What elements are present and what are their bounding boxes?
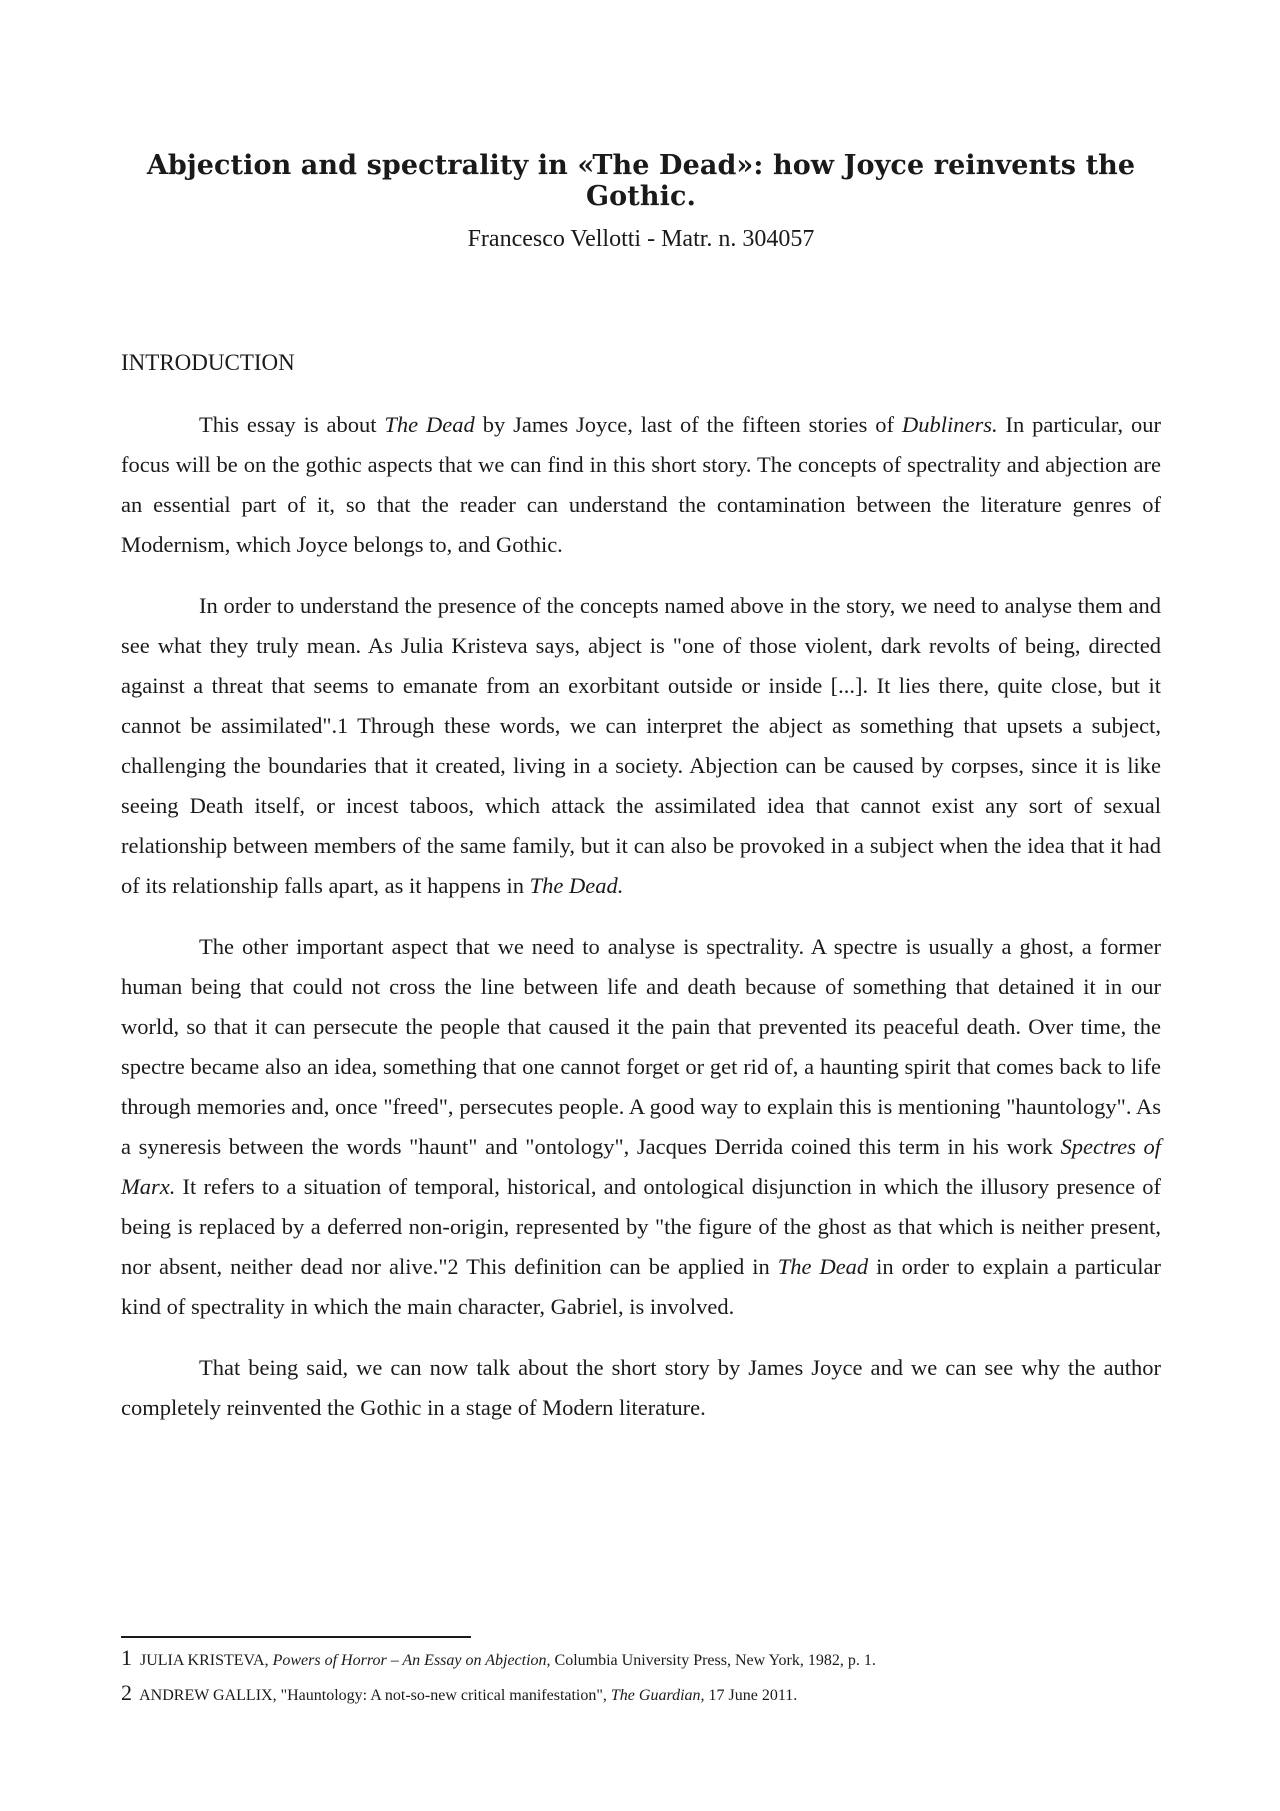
footnote-reference-2[interactable]: 2 (447, 1254, 459, 1279)
footnote-reference-1[interactable]: 1 (337, 713, 349, 738)
paragraph-4 (121, 1348, 1161, 1428)
paragraph-text: Through these words, we can interpret the abject as something that upsets a subject, challenging the boundaries that it created, living in a society. Abjection can be caused by corpses, since it is like seeing Death itself, or incest taboos, which attack the assimilated idea that cannot exist any sort of sexual relationship between members of the same family, but it can also be provoked in a subject when the idea that it had of its relationship falls apart, as it happens in (121, 713, 1161, 898)
footnote-text: Columbia University Press, New York, 1982, p. 1. (550, 1652, 876, 1669)
document-page (121, 0, 1161, 1811)
paragraph-text: The other important aspect that we need to analyse is spectrality. A spectre is usually a ghost, a former human being that could not cross the line between life and death because of something that detained it in our world, so that it can persecute the people that caused it the pain that prevented its peaceful death. Over time, the spectre became also an idea, something that one cannot forget or get rid of, a haunting spirit that comes back to life through memories and, once "freed", persecutes people. A good way to explain this is mentioning "hauntology". As a syneresis between the words "haunt" and "ontology", Jacques Derrida coined this term in his work (121, 934, 1161, 1159)
footnotes-section (121, 1636, 1161, 1712)
paragraph-text: This essay is about (199, 412, 385, 437)
italic-title-the-dead: The Dead. (529, 873, 624, 898)
paragraph-text: in order to explain a particular kind of spectrality in which the main character, Gabriel, is involved. (121, 1254, 1161, 1319)
paragraph-text: by James Joyce, last of the fifteen stories of (474, 412, 902, 437)
document-body (121, 405, 1161, 1428)
footnote-text: 17 June 2011. (704, 1687, 798, 1704)
footnote-number: 2 (121, 1680, 132, 1705)
italic-title-dubliners: Dubliners. (901, 412, 998, 437)
paragraph-1 (121, 405, 1161, 565)
footnote-2 (121, 1677, 1161, 1712)
document-title: Abjection and spectrality in «The Dead»: how Joyce reinvents the Gothic. (146, 150, 1136, 212)
footnote-number: 1 (121, 1645, 132, 1670)
paragraph-2 (121, 586, 1161, 906)
author-line: Francesco Vellotti - Matr. n. 304057 (467, 226, 815, 252)
paragraph-text: That being said, we can now talk about the short story by James Joyce and we can see why the author completely reinvented the Gothic in a stage of Modern literature. (121, 1355, 1161, 1420)
italic-title-the-dead: The Dead (777, 1254, 869, 1279)
footnote-separator (121, 1636, 471, 1638)
footnote-1 (121, 1642, 1161, 1677)
paragraph-text: This definition can be applied in (458, 1254, 778, 1279)
footnote-text: JULIA KRISTEVA, (136, 1652, 273, 1669)
footnote-italic-title: Powers of Horror – An Essay on Abjection, (272, 1652, 551, 1669)
paragraph-text: It refers to a situation of temporal, historical, and ontological disjunction in which the illusory presence of being is replaced by a deferred non-origin, represented by "the figure of the ghost as that which is neither present, nor absent, neither dead nor alive." (121, 1174, 1161, 1279)
footnote-text: ANDREW GALLIX, "Hauntology: A not-so-new critical manifestation", (136, 1687, 611, 1704)
italic-title-the-dead: The Dead (384, 412, 475, 437)
section-heading-introduction: INTRODUCTION (121, 350, 295, 375)
italic-title-spectres-of-marx: Spectres of Marx. (121, 1134, 1162, 1199)
paragraph-text: In particular, our focus will be on the gothic aspects that we can find in this short story. The concepts of spectrality and abjection are an essential part of it, so that the reader can understand the contamination between the literature genres of Modernism, which Joyce belongs to, and Gothic. (121, 412, 1161, 557)
paragraph-text: In order to understand the presence of the concepts named above in the story, we need to analyse them and see what they truly mean. As Julia Kristeva says, abject is "one of those violent, dark revolts of being, directed against a threat that seems to emanate from an exorbitant outside or inside [...]. It lies there, quite close, but it cannot be assimilated". (121, 593, 1161, 738)
paragraph-3 (121, 927, 1161, 1327)
footnote-italic-title: The Guardian, (610, 1687, 705, 1704)
